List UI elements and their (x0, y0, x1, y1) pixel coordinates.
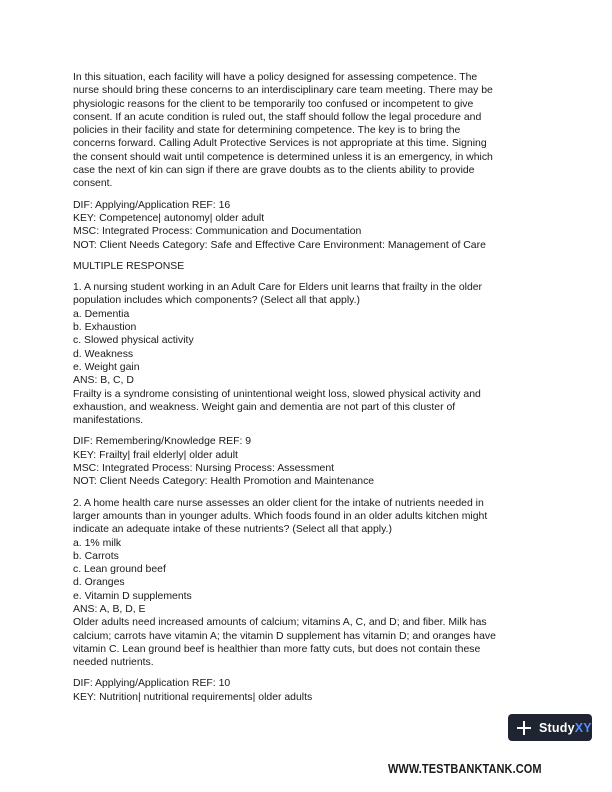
badge-label (539, 721, 592, 735)
answer-option: c. Slowed physical activity (73, 335, 194, 347)
text-line: needed nutrients. (73, 657, 154, 669)
text-line: consent. If an acute condition is ruled out, the staff should follow the legal procedure and (73, 111, 482, 123)
text-line: physiologic reasons for the client to be temporarily too confused or incompetent to give (73, 98, 474, 110)
text-line: 1. A nursing student working in an Adult Care for Elders unit learns that frailty in the older (73, 282, 483, 294)
answer-option: a. 1% milk (73, 537, 122, 549)
plus-icon (517, 721, 531, 735)
text-line: MSC: Integrated Process: Communication and Documentation (73, 226, 362, 238)
question-2 (73, 497, 545, 670)
text-line: NOT: Client Needs Category: Health Promotion and Maintenance (73, 476, 375, 488)
text-line: MSC: Integrated Process: Nursing Process: Assessment (73, 463, 335, 475)
answer-option: c. Lean ground beef (73, 564, 166, 576)
text-line: KEY: Nutrition| nutritional requirements| older adults (73, 691, 313, 703)
text-line: DIF: Remembering/Knowledge REF: 9 (73, 436, 252, 448)
intro-paragraph (73, 71, 545, 191)
text-line: DIF: Applying/Application REF: 16 (73, 199, 231, 211)
answer-option: b. Carrots (73, 550, 119, 562)
text-line: calcium; carrots have vitamin A; the vitamin D supplement has vitamin D; and oranges have (73, 630, 496, 642)
text-line: Older adults need increased amounts of calcium; vitamins A, C, and D; and fiber. Milk has (73, 617, 487, 629)
answer-option: e. Weight gain (73, 361, 140, 373)
badge-text-accent: XY (574, 720, 592, 735)
text-line: Frailty is a syndrome consisting of unintentional weight loss, slowed physical activity and (73, 388, 481, 400)
text-line: larger amounts than in younger adults. Which foods found in an older adults kitchen might (73, 510, 488, 522)
badge-text-main: Study (539, 720, 575, 735)
text-line: In this situation, each facility will have a policy designed for assessing competence. The (73, 72, 478, 83)
text-line: DIF: Applying/Application REF: 10 (73, 678, 231, 690)
text-line: 2. A home health care nurse assesses an older client for the intake of nutrients needed in (73, 497, 484, 509)
text-line: nurse should bring these concerns to an interdisciplinary care team meeting. There may be (73, 85, 493, 97)
section-heading: MULTIPLE RESPONSE (73, 260, 185, 272)
text-line: KEY: Frailty| frail elderly| older adult (73, 449, 238, 461)
text-line: consent. (73, 178, 113, 190)
text-line: exhaustion, and weakness. Weight gain and dementia are not part of this cluster of (73, 401, 456, 413)
text-line: NOT: Client Needs Category: Safe and Effective Care Environment: Management of Care (73, 239, 486, 251)
metadata-block-3 (73, 677, 545, 704)
metadata-block-1 (73, 199, 545, 252)
answer-key: ANS: A, B, D, E (73, 603, 146, 615)
text-line: vitamin C. Lean ground beef is healthier than more fatty cuts, but does not contain these (73, 643, 481, 655)
answer-option: e. Vitamin D supplements (73, 590, 192, 602)
document-content (73, 71, 545, 704)
text-line: concerns forward. Calling Adult Protective Services is not appropriate at this time. Signing (73, 138, 487, 150)
question-1 (73, 281, 545, 427)
answer-option: a. Dementia (73, 308, 130, 320)
text-line: case the next of kin can sign if there are grave doubts as to the clients ability to provide (73, 165, 475, 177)
text-line: the consent should wait until competence is determined unless it is an emergency, in which (73, 151, 493, 163)
footer-url[interactable]: WWW.TESTBANKTANK.COM (388, 762, 542, 776)
metadata-block-2 (73, 435, 545, 488)
answer-option: d. Oranges (73, 577, 125, 589)
answer-option: d. Weakness (73, 348, 134, 360)
studyxy-badge[interactable] (508, 714, 592, 741)
text-line: indicate an adequate intake of these nutrients? (Select all that apply.) (73, 524, 392, 536)
answer-key: ANS: B, C, D (73, 375, 134, 387)
answer-option: b. Exhaustion (73, 322, 137, 334)
text-line: policies in their facility and state for determining competence. The key is to bring the (73, 125, 461, 137)
text-line: population includes which components? (Select all that apply.) (73, 295, 361, 307)
text-line: KEY: Competence| autonomy| older adult (73, 212, 265, 224)
text-line: manifestations. (73, 415, 144, 427)
